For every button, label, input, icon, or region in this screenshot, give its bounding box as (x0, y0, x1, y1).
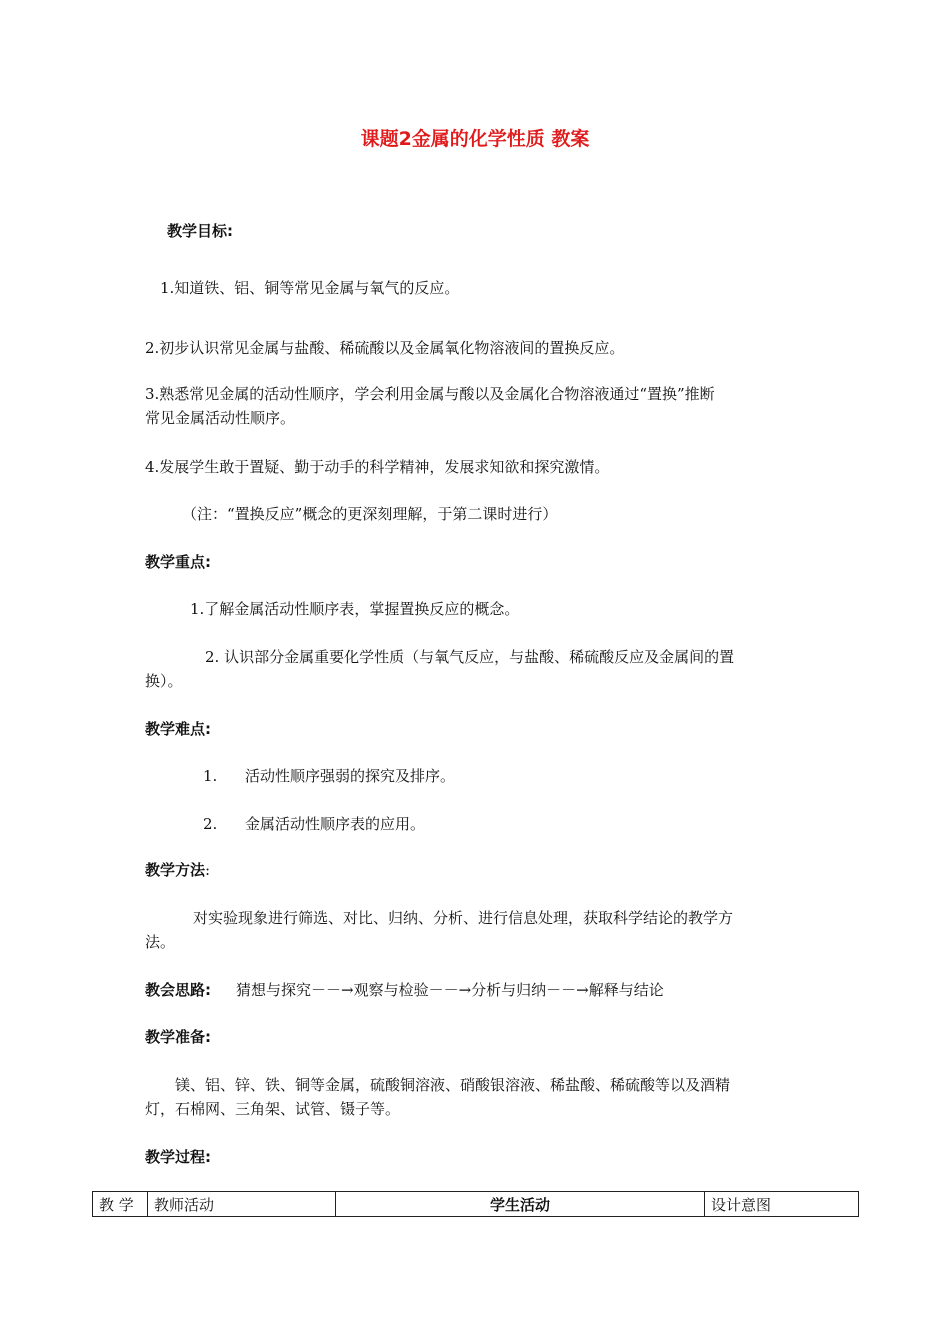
goals-note: （注：“置换反应”概念的更深刻理解，于第二课时进行） (182, 505, 558, 523)
goals-heading: 教学目标: (167, 222, 233, 240)
preparation-heading: 教学准备: (145, 1028, 211, 1046)
preparation-line-1: 镁、铝、锌、铁、铜等金属，硫酸铜溶液、硝酸银溶液、稀盐酸、稀硫酸等以及酒精 (175, 1076, 731, 1094)
key-point-2-cont: 换）。 (145, 672, 183, 690)
approach-heading: 教会思路: (145, 981, 211, 999)
goal-item-4: 4.发展学生敢于置疑、勤于动手的科学精神，发展求知欲和探究激情。 (145, 458, 610, 476)
method-line-2: 法。 (145, 933, 176, 951)
table-header-row (93, 1192, 859, 1217)
difficulty-2-text: 金属活动性顺序表的应用。 (245, 815, 426, 833)
table-header-design: 设计意图 (705, 1192, 859, 1217)
key-points-heading: 教学重点: (145, 553, 211, 571)
goal-item-3-cont: 常见金属活动性顺序。 (145, 409, 296, 427)
process-heading: 教学过程: (145, 1148, 211, 1166)
table-header-stage: 教 学 (93, 1192, 148, 1217)
difficulty-1-text: 活动性顺序强弱的探究及排序。 (245, 767, 456, 785)
key-point-2: 2. 认识部分金属重要化学性质（与氧气反应，与盐酸、稀硫酸反应及金属间的置 (205, 648, 735, 666)
document-title: 课题2金属的化学性质 教案 (360, 128, 590, 150)
table-header-student: 学生活动 (336, 1192, 705, 1217)
goal-item-1: 1.知道铁、铝、铜等常见金属与氧气的反应。 (160, 279, 460, 297)
method-colon: : (205, 861, 211, 879)
key-point-1: 1.了解金属活动性顺序表，掌握置换反应的概念。 (190, 600, 520, 618)
process-table (92, 1191, 859, 1217)
goal-item-2: 2.初步认识常见金属与盐酸、稀硫酸以及金属氧化物溶液间的置换反应。 (145, 339, 625, 357)
difficulty-2-number: 2. (203, 815, 218, 833)
goal-item-3: 3.熟悉常见金属的活动性顺序，学会利用金属与酸以及金属化合物溶液通过“置换”推断 (145, 385, 715, 403)
method-line-1: 对实验现象进行筛选、对比、归纳、分析、进行信息处理，获取科学结论的教学方 (193, 909, 734, 927)
preparation-line-2: 灯，石棉网、三角架、试管、镊子等。 (145, 1100, 401, 1118)
table-header-teacher: 教师活动 (148, 1192, 336, 1217)
method-heading: 教学方法 (145, 861, 206, 879)
method-heading-line (145, 858, 210, 882)
difficulties-heading: 教学难点: (145, 720, 211, 738)
difficulty-1-number: 1. (203, 767, 218, 785)
approach-text: 猜想与探究－－→观察与检验－－→分析与归纳－－→解释与结论 (236, 981, 664, 999)
